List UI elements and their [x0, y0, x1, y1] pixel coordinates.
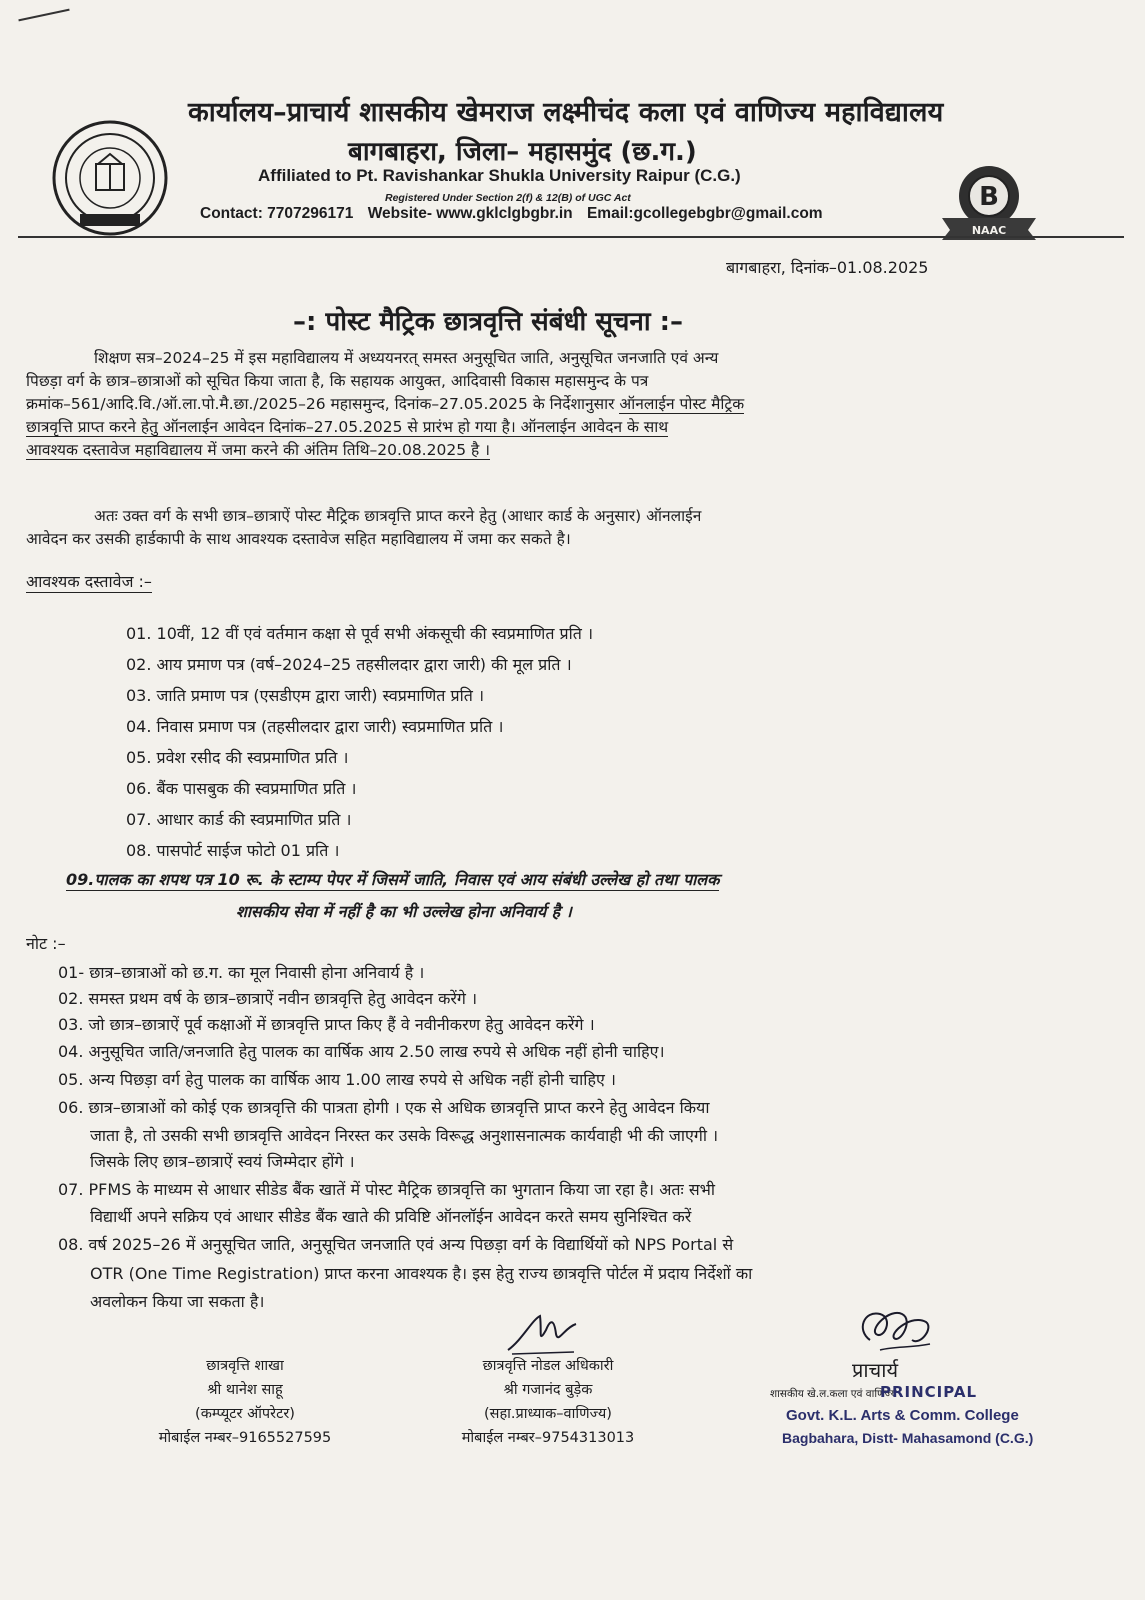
- paragraph-1-line: पिछड़ा वर्ग के छात्र–छात्राओं को सूचित किया जाता है, कि सहायक आयुक्त, आदिवासी विकास महासमुन्द के पत्र: [26, 372, 649, 390]
- corner-pen-mark: [18, 9, 69, 22]
- college-seal-icon: [50, 118, 170, 238]
- footer-designation: (सहा.प्राध्याक–वाणिज्य): [484, 1406, 612, 1422]
- note-item-continued: OTR (One Time Registration) प्राप्त करना आवश्यक है। इस हेतु राज्य छात्रवृत्ति पोर्टल में प्रदाय निर्देशों का: [90, 1264, 753, 1283]
- footer-name: श्री गजानंद बुड़ेक: [503, 1382, 593, 1398]
- note-item: 03. जो छात्र–छात्राऐं पूर्व कक्षाओं में छात्रवृत्ति प्राप्त किए हैं वे नवीनीकरण हेतु आवेदन करेंगे ।: [58, 1015, 595, 1034]
- footer-scholarship-branch: [95, 1354, 395, 1450]
- note-item-continued: विद्यार्थी अपने सक्रिय एवं आधार सीडेड बैंक खाते की प्रविष्टि ऑनलॉईन आवेदन करते समय सुनिश्चित करें: [90, 1207, 692, 1226]
- notice-title: –: पोस्ट मैट्रिक छात्रवृत्ति संबंधी सूचना :–: [293, 307, 684, 337]
- contact-phone: Contact: 7707296171: [200, 205, 354, 222]
- principal-stamp-college: Govt. K.L. Arts & Comm. College: [786, 1407, 1019, 1424]
- document-item: 07. आधार कार्ड की स्वप्रमाणित प्रति ।: [126, 810, 352, 829]
- note-item-continued: जिसके लिए छात्र–छात्राऐं स्वयं जिम्मेदार होंगे ।: [90, 1152, 355, 1171]
- principal-title: प्राचार्य: [852, 1358, 899, 1382]
- footer-designation: (कम्प्यूटर ऑपरेटर): [195, 1406, 295, 1422]
- note-item: 02. समस्त प्रथम वर्ष के छात्र–छात्राऐं नवीन छात्रवृत्ति हेतु आवेदन करेंगे ।: [58, 989, 478, 1008]
- principal-stamp-label: PRINCIPAL: [880, 1383, 978, 1401]
- college-name-line1: कार्यालय–प्राचार्य शासकीय खेमराज लक्ष्मीचंद कला एवं वाणिज्य महाविद्यालय: [188, 97, 944, 128]
- document-item: 08. पासपोर्ट साईज फोटो 01 प्रति ।: [126, 841, 340, 860]
- paragraph-2-line: आवेदन कर उसकी हार्डकापी के साथ आवश्यक दस्तावेज सहित महाविद्यालय में जमा कर सकते है।: [26, 530, 571, 548]
- contact-website: Website- www.gklclgbgbr.in: [367, 205, 573, 222]
- college-name-line2: बागबाहरा, जिला– महासमुंद (छ.ग.): [348, 137, 697, 167]
- paragraph-1-line: शिक्षण सत्र–2024–25 में इस महाविद्यालय में अध्ययनरत् समस्त अनुसूचित जाति, अनुसूचित जनजाति एवं अन्य: [94, 349, 719, 367]
- document-item: 05. प्रवेश रसीद की स्वप्रमाणित प्रति ।: [126, 748, 349, 767]
- note-item: 01- छात्र–छात्राओं को छ.ग. का मूल निवासी होना अनिवार्य है ।: [58, 963, 425, 982]
- paragraph-2-line: अतः उक्त वर्ग के सभी छात्र–छात्राऐं पोस्ट मैट्रिक छात्रवृत्ति प्राप्त करने हेतु (आधार कार्ड के अनुसार) ऑनलाईन: [94, 507, 702, 525]
- note-item: 07. PFMS के माध्यम से आधार सीडेड बैंक खातें में पोस्ट मैट्रिक छात्रवृत्ति का भुगतान किया जा रहा है। अतः सभी: [58, 1180, 716, 1199]
- naac-badge-icon: [934, 160, 1044, 240]
- document-item: 04. निवास प्रमाण पत्र (तहसीलदार द्वारा जारी) स्वप्रमाणित प्रति ।: [126, 717, 504, 736]
- paragraph-1: [26, 347, 1046, 462]
- nodal-officer-signature-icon: [502, 1310, 582, 1360]
- document-item: 02. आय प्रमाण पत्र (वर्ष–2024–25 तहसीलदार द्वारा जारी) की मूल प्रति ।: [126, 655, 572, 674]
- notice-date: बागबाहरा, दिनांक–01.08.2025: [726, 258, 929, 277]
- document-item-9-continued: शासकीय सेवा में नहीं है का भी उल्लेख होना अनिवार्य है ।: [236, 902, 572, 921]
- note-item-continued: जाता है, तो उसकी सभी छात्रवृत्ति आवेदन निरस्त कर उसके विरूद्ध अनुशासनात्मक कार्यवाही भी की जाएगी ।: [90, 1126, 719, 1145]
- note-item: 04. अनुसूचित जाति/जनजाति हेतु पालक का वार्षिक आय 2.50 लाख रुपये से अधिक नहीं होनी चाहिए।: [58, 1042, 665, 1061]
- naac-grade: B: [979, 182, 999, 212]
- footer-label: छात्रवृत्ति शाखा: [206, 1358, 284, 1374]
- principal-stamp-place: Bagbahara, Distt- Mahasamond (C.G.): [782, 1430, 1034, 1446]
- paragraph-1-line: छात्रवृत्ति प्राप्त करने हेतु ऑनलाईन आवेदन दिनांक–27.05.2025 से प्रारंभ हो गया है। ऑनलाईन आवेदन के साथ: [26, 418, 669, 436]
- registration-line: Registered Under Section 2(f) & 12(B) of UGC Act: [385, 192, 631, 204]
- footer-name: श्री थानेश साहू: [207, 1382, 283, 1398]
- principal-college-small: शासकीय खे.ल.कला एवं वाणिज्य: [770, 1388, 897, 1400]
- footer-mobile: मोबाईल नम्बर–9165527595: [158, 1430, 332, 1446]
- contact-email: Email:gcollegebgbr@gmail.com: [586, 205, 823, 222]
- principal-signature-icon: [850, 1300, 940, 1360]
- affiliation-line: Affiliated to Pt. Ravishankar Shukla University Raipur (C.G.): [258, 166, 741, 185]
- paragraph-1-line: क्रमांक–561/आदि.वि./ऑ.ला.पो.मै.छा./2025–26 महासमुन्द, दिनांक–27.05.2025 के निर्देशानुसार ऑनलाईन पोस्ट मैट्रिक: [26, 395, 745, 413]
- note-item: 08. वर्ष 2025–26 में अनुसूचित जाति, अनुसूचित जनजाति एवं अन्य पिछड़ा वर्ग के विद्यार्थियों को NPS Portal से: [58, 1235, 734, 1254]
- header-divider: [18, 236, 1124, 238]
- document-item: 06. बैंक पासबुक की स्वप्रमाणित प्रति ।: [126, 779, 357, 798]
- note-item-continued: अवलोकन किया जा सकता है।: [90, 1292, 265, 1311]
- paragraph-2: [26, 505, 1046, 551]
- paragraph-1-line: आवश्यक दस्तावेज महाविद्यालय में जमा करने की अंतिम तिथि–20.08.2025 है ।: [26, 441, 491, 459]
- document-item: 03. जाति प्रमाण पत्र (एसडीएम द्वारा जारी) स्वप्रमाणित प्रति ।: [126, 686, 485, 705]
- documents-heading: आवश्यक दस्तावेज :–: [26, 572, 152, 591]
- naac-label: NAAC: [971, 224, 1007, 237]
- footer-nodal-officer: [398, 1354, 698, 1450]
- note-item: 05. अन्य पिछड़ा वर्ग हेतु पालक का वार्षिक आय 1.00 लाख रुपये से अधिक नहीं होनी चाहिए ।: [58, 1070, 616, 1089]
- contact-line: [200, 205, 833, 223]
- note-item: 06. छात्र–छात्राओं को कोई एक छात्रवृत्ति की पात्रता होगी । एक से अधिक छात्रवृत्ति प्राप्त करने हेतु आवेदन किया: [58, 1098, 710, 1117]
- footer-mobile: मोबाईल नम्बर–9754313013: [461, 1430, 635, 1446]
- document-item-9: 09.पालक का शपथ पत्र 10 रू. के स्टाम्प पेपर में जिसमें जाति, निवास एवं आय संबंधी उल्लेख हो तथा पालक: [66, 870, 720, 889]
- document-item: 01. 10वीं, 12 वीं एवं वर्तमान कक्षा से पूर्व सभी अंकसूची की स्वप्रमाणित प्रति ।: [126, 624, 594, 643]
- notes-heading: नोट :–: [26, 934, 66, 953]
- footer-label: छात्रवृत्ति नोडल अधिकारी: [482, 1358, 614, 1374]
